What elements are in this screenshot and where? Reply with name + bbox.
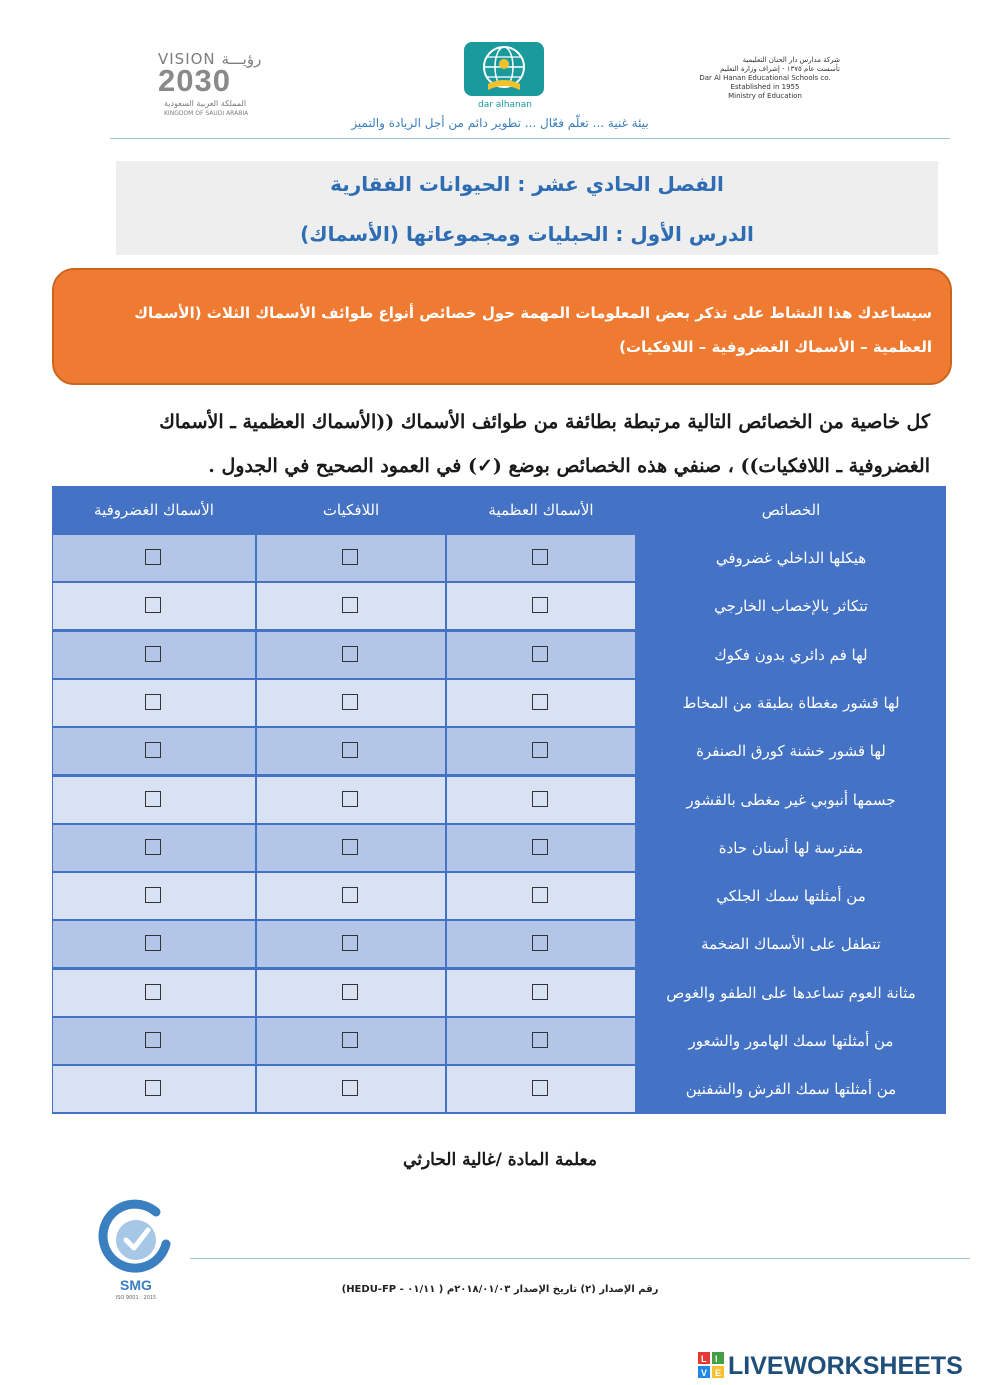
company-ar-line-2: تأسست عام ١٣٧٥ - إشراف وزارة التعليم: [720, 65, 840, 73]
cell-bony: [446, 824, 636, 872]
svg-text:L: L: [701, 1354, 707, 1364]
cell-cartilaginous: [52, 631, 256, 679]
cell-jawless: [256, 776, 446, 824]
property-label: من أمثلتها سمك الهامور والشعور: [688, 1032, 894, 1050]
instruction-text: كل خاصية من الخصائص التالية مرتبطة بطائفة من طوائف الأسماك ((الأسماك العظمية ـ الأسماك الغضروفية ـ اللافكيات)) ، صنفي هذه الخصائص بوضع (✓) في العمود الصحيح في الجدول .: [159, 411, 930, 477]
property-label: تتكاثر بالإخصاب الخارجي: [714, 597, 868, 616]
classification-table: [52, 486, 946, 1114]
company-ar-line-1: شركة مدارس دار الحنان التعليمية: [742, 56, 840, 64]
checkbox-bony[interactable]: [532, 1080, 548, 1096]
table-row: [52, 631, 946, 679]
checkbox-jawless[interactable]: [342, 742, 358, 758]
checkbox-jawless[interactable]: [342, 1032, 358, 1048]
activity-banner: [52, 268, 952, 385]
header-bony-fish: الأسماك العظمية: [488, 501, 594, 519]
checkbox-cartilaginous[interactable]: [145, 597, 161, 613]
cell-jawless: [256, 582, 446, 630]
checkbox-jawless[interactable]: [342, 887, 358, 903]
table-row: [52, 1065, 946, 1113]
smg-logo: [94, 1198, 178, 1308]
checkbox-bony[interactable]: [532, 791, 548, 807]
activity-banner-text: سيساعدك هذا النشاط على تذكر بعض المعلومات المهمة حول خصائص أنواع طوائف الأسماك الثلاث (الأسماك العظمية – الأسماك الغضروفية – اللافكيات): [134, 304, 932, 356]
property-label: لها قشور خشنة كورق الصنفرة: [696, 742, 886, 761]
header-cartilaginous-fish: الأسماك الغضروفية: [94, 501, 214, 519]
checkbox-bony[interactable]: [532, 1032, 548, 1048]
cell-bony: [446, 679, 636, 727]
checkbox-cartilaginous[interactable]: [145, 1080, 161, 1096]
vision-number: 2030: [158, 63, 231, 98]
table-row: [52, 534, 946, 582]
vision-2030-logo: [150, 48, 290, 120]
svg-text:I: I: [715, 1354, 718, 1364]
header-jawless-fish: اللافكيات: [322, 501, 380, 519]
cell-bony: [446, 727, 636, 775]
company-en-line-1: Dar Al Hanan Educational Schools co.: [699, 74, 831, 82]
checkbox-cartilaginous[interactable]: [145, 694, 161, 710]
cell-bony: [446, 1065, 636, 1113]
checkbox-cartilaginous[interactable]: [145, 1032, 161, 1048]
table-row: [52, 727, 946, 775]
property-label: من أمثلتها سمك القرش والشفنين: [685, 1080, 897, 1099]
cell-cartilaginous: [52, 920, 256, 968]
checkbox-bony[interactable]: [532, 646, 548, 662]
checkbox-cartilaginous[interactable]: [145, 935, 161, 951]
cell-jawless: [256, 872, 446, 920]
cell-cartilaginous: [52, 1065, 256, 1113]
cell-jawless: [256, 824, 446, 872]
cell-cartilaginous: [52, 534, 256, 582]
cell-jawless: [256, 969, 446, 1017]
slogan: بيئة غنية ... تعلّم فعّال ... تطوير دائم من أجل الريادة والتميز: [351, 116, 649, 130]
cell-cartilaginous: [52, 969, 256, 1017]
table-row: [52, 679, 946, 727]
school-logo-name: dar alhanan: [478, 100, 532, 110]
cell-cartilaginous: [52, 1017, 256, 1065]
vision-label: VISION رؤيـــة: [158, 50, 262, 68]
checkbox-jawless[interactable]: [342, 1080, 358, 1096]
school-logo: [458, 40, 550, 120]
cell-bony: [446, 534, 636, 582]
checkbox-cartilaginous[interactable]: [145, 839, 161, 855]
cell-cartilaginous: [52, 824, 256, 872]
checkbox-cartilaginous[interactable]: [145, 549, 161, 565]
cell-jawless: [256, 631, 446, 679]
checkbox-cartilaginous[interactable]: [145, 791, 161, 807]
checkbox-bony[interactable]: [532, 694, 548, 710]
cell-bony: [446, 1017, 636, 1065]
cell-jawless: [256, 920, 446, 968]
smg-check-icon: [94, 1198, 178, 1278]
checkbox-bony[interactable]: [532, 887, 548, 903]
table-row: [52, 969, 946, 1017]
liveworksheets-label: LIVEWORKSHEETS: [728, 1352, 963, 1380]
footer-divider: [190, 1258, 970, 1259]
lesson-title: الدرس الأول : الحبليات ومجموعاتها (الأسماك): [300, 222, 754, 246]
cell-cartilaginous: [52, 679, 256, 727]
svg-text:E: E: [715, 1368, 722, 1378]
cell-bony: [446, 582, 636, 630]
cell-bony: [446, 631, 636, 679]
globe-book-icon: [458, 40, 550, 102]
checkbox-cartilaginous[interactable]: [145, 646, 161, 662]
company-en-line-3: Ministry of Education: [728, 92, 802, 100]
smg-label: SMG: [120, 1277, 152, 1293]
cell-cartilaginous: [52, 872, 256, 920]
table-row: [52, 1017, 946, 1065]
smg-iso: ISO 9001 : 2015: [115, 1295, 157, 1301]
checkbox-jawless[interactable]: [342, 984, 358, 1000]
checkbox-bony[interactable]: [532, 597, 548, 613]
checkbox-bony[interactable]: [532, 935, 548, 951]
cell-jawless: [256, 679, 446, 727]
table-row: [52, 776, 946, 824]
document-number: رقم الإصدار (٢) تاريخ الإصدار ٢٠١٨/٠١/٠٣م ( ٠١/١١ - HEDU-FP): [341, 1284, 659, 1295]
cell-jawless: [256, 727, 446, 775]
property-label: تتطفل على الأسماك الضخمة: [701, 935, 881, 954]
table-row: [52, 872, 946, 920]
checkbox-jawless[interactable]: [342, 646, 358, 662]
checkbox-cartilaginous[interactable]: [145, 984, 161, 1000]
liveworksheets-logo[interactable]: [698, 1352, 1000, 1382]
checkbox-jawless[interactable]: [342, 597, 358, 613]
checkbox-cartilaginous[interactable]: [145, 887, 161, 903]
svg-text:V: V: [701, 1368, 708, 1378]
cell-cartilaginous: [52, 776, 256, 824]
cell-jawless: [256, 1065, 446, 1113]
property-label: لها فم دائري بدون فكوك: [714, 645, 868, 664]
cell-bony: [446, 969, 636, 1017]
checkbox-cartilaginous[interactable]: [145, 742, 161, 758]
liveworksheets-icon: [698, 1352, 724, 1378]
checkbox-bony[interactable]: [532, 984, 548, 1000]
checkbox-jawless[interactable]: [342, 839, 358, 855]
cell-bony: [446, 920, 636, 968]
checkbox-jawless[interactable]: [342, 694, 358, 710]
chapter-title: الفصل الحادي عشر : الحيوانات الفقارية: [330, 172, 724, 196]
checkbox-jawless[interactable]: [342, 935, 358, 951]
cell-cartilaginous: [52, 727, 256, 775]
header-divider: [110, 138, 950, 139]
table-row: [52, 920, 946, 968]
vision-country-en: KINGDOM OF SAUDI ARABIA: [164, 110, 249, 117]
property-label: جسمها أنبوبي غير مغطى بالقشور: [686, 790, 896, 809]
company-info: [640, 56, 840, 101]
checkbox-jawless[interactable]: [342, 549, 358, 565]
property-label: مثانة العوم تساعدها على الطفو والغوص: [666, 983, 916, 1002]
checkbox-bony[interactable]: [532, 839, 548, 855]
cell-jawless: [256, 1017, 446, 1065]
property-label: هيكلها الداخلي غضروفي: [715, 549, 867, 567]
vision-country-ar: المملكة العربية السعودية: [164, 99, 247, 108]
checkbox-bony[interactable]: [532, 742, 548, 758]
property-label: من أمثلتها سمك الجلكي: [716, 887, 866, 906]
property-label: لها قشور مغطاة بطبقة من المخاط: [682, 693, 900, 712]
table-row: [52, 824, 946, 872]
cell-cartilaginous: [52, 582, 256, 630]
company-en-line-2: Established in 1955: [730, 83, 800, 91]
cell-bony: [446, 776, 636, 824]
checkbox-jawless[interactable]: [342, 791, 358, 807]
property-label: مفترسة لها أسنان حادة: [718, 838, 864, 857]
cell-bony: [446, 872, 636, 920]
cell-jawless: [256, 534, 446, 582]
checkbox-bony[interactable]: [532, 549, 548, 565]
teacher-name: معلمة المادة /غالية الحارثي: [403, 1150, 597, 1170]
table-row: [52, 582, 946, 630]
header-properties: الخصائص: [761, 501, 821, 519]
